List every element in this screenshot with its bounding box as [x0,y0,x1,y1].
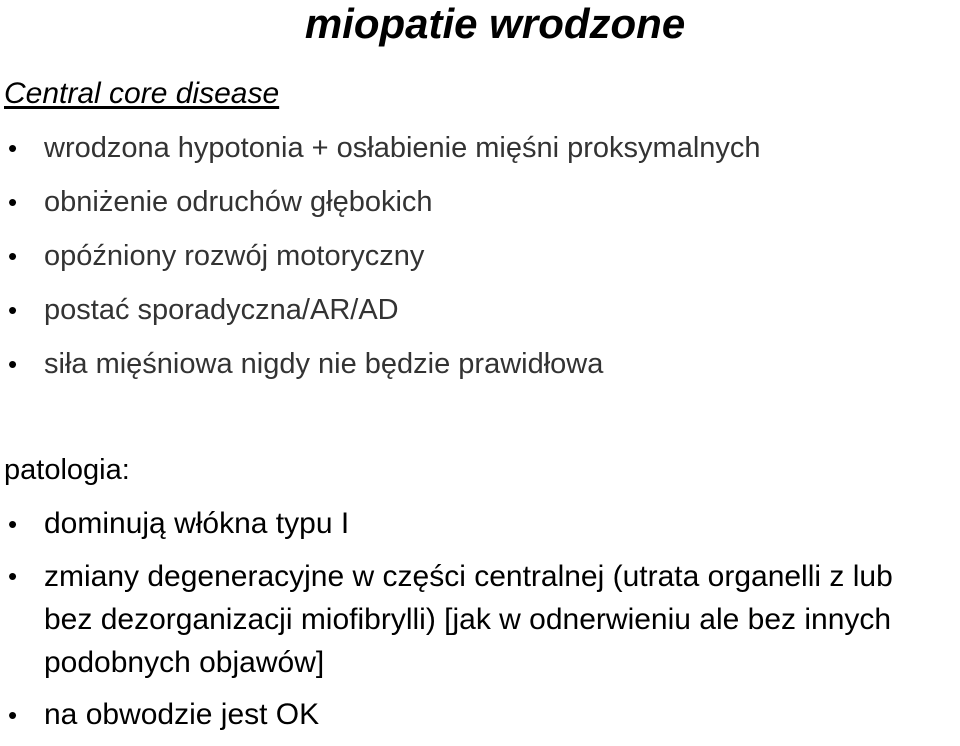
clinical-point-text: obniżenie odruchów głębokich [44,186,433,218]
list-item [0,292,761,346]
pathology-point-text: zmiany degeneracyjne w części centralnej (utrata organelli z lub bez dezorganizacji miofibrylli) [jak w odnerwieniu ale bez innych podobnych objawów] [44,560,893,679]
clinical-points-list [0,130,761,400]
list-item [0,346,761,400]
clinical-point-text: wrodzona hypotonia + osłabienie mięśni proksymalnych [44,132,761,164]
clinical-point-text: postać sporadyczna/AR/AD [44,294,399,326]
clinical-point-text: opóźniony rozwój motoryczny [44,240,425,272]
pathology-points-list [0,504,924,746]
clinical-point-text: siła mięśniowa nigdy nie będzie prawidłowa [44,348,604,380]
list-item [0,695,924,735]
slide-title: miopatie wrodzone [304,0,686,47]
pathology-heading: patologia: [4,454,130,486]
list-item [0,130,761,184]
list-item [0,504,924,544]
list-item [0,184,761,238]
pathology-point-text: na obwodzie jest OK [44,698,320,731]
slide-subtitle: Central core disease [4,77,280,110]
list-item [0,555,924,684]
list-item [0,238,761,292]
pathology-point-text: dominują włókna typu I [44,507,350,540]
